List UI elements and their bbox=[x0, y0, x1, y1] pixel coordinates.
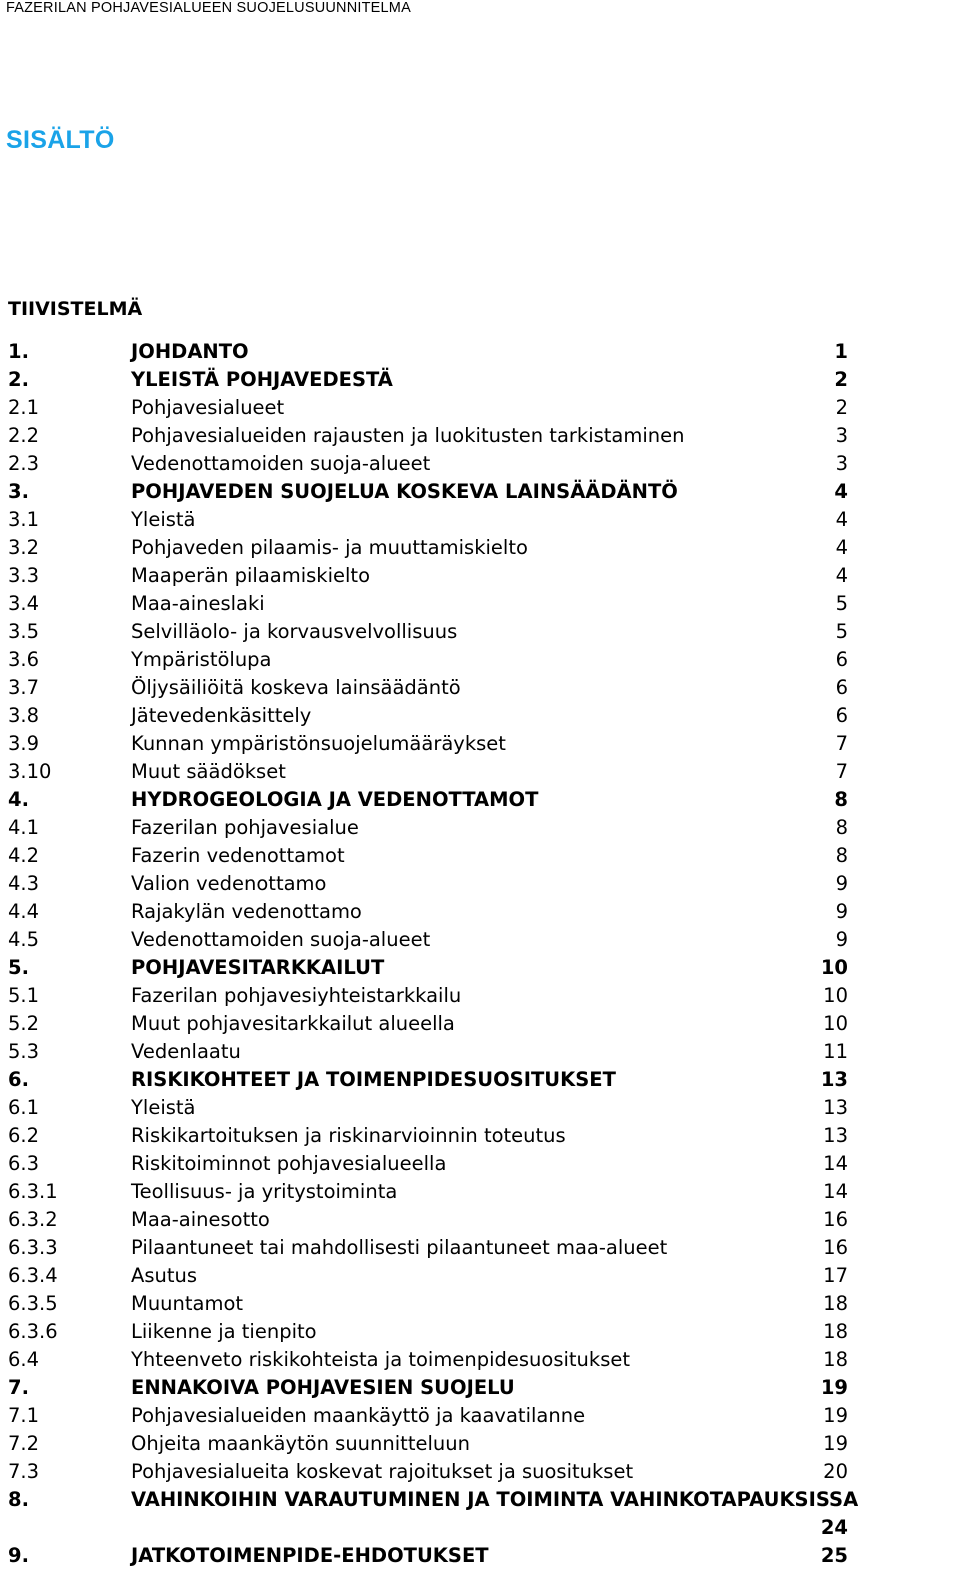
toc-entry-page: 10 bbox=[823, 1012, 848, 1035]
toc-entry-number: 6.3.6 bbox=[8, 1320, 58, 1343]
toc-entry-title[interactable]: Selvilläolo- ja korvausvelvollisuus bbox=[131, 620, 458, 643]
toc-entry-title[interactable]: Vedenottamoiden suoja-alueet bbox=[131, 928, 431, 951]
toc-entry-title[interactable]: Vedenlaatu bbox=[131, 1040, 241, 1063]
toc-entry-page: 25 bbox=[820, 1544, 848, 1567]
toc-entry[interactable] bbox=[0, 646, 960, 674]
toc-entry[interactable] bbox=[0, 590, 960, 618]
toc-entry-number: 9. bbox=[8, 1544, 29, 1567]
toc-entry-number: 4.1 bbox=[8, 816, 40, 839]
toc-entry[interactable] bbox=[0, 702, 960, 730]
toc-entry[interactable] bbox=[0, 394, 960, 422]
toc-entry-number: 6.2 bbox=[8, 1124, 40, 1147]
toc-entry-title[interactable]: Öljysäiliöitä koskeva lainsäädäntö bbox=[131, 676, 461, 699]
toc-entry-page: 8 bbox=[835, 816, 848, 839]
toc-entry[interactable] bbox=[0, 1262, 960, 1290]
toc-entry[interactable] bbox=[0, 534, 960, 562]
toc-entry[interactable] bbox=[0, 814, 960, 842]
toc-entry-page: 5 bbox=[835, 592, 848, 615]
toc-entry-title[interactable]: Yleistä bbox=[131, 1096, 196, 1119]
toc-entry-title[interactable]: Ympäristölupa bbox=[131, 648, 272, 671]
toc-entry-title[interactable]: RISKIKOHTEET JA TOIMENPIDESUOSITUKSET bbox=[131, 1068, 616, 1091]
running-header: FAZERILAN POHJAVESIALUEEN SUOJELUSUUNNITELMA bbox=[6, 0, 411, 16]
toc-entry-title[interactable]: Pohjavesialueita koskevat rajoitukset ja suositukset bbox=[131, 1460, 634, 1483]
toc-entry[interactable] bbox=[0, 1122, 960, 1150]
toc-entry[interactable] bbox=[0, 758, 960, 786]
toc-entry-page: 19 bbox=[823, 1432, 848, 1455]
toc-entry-title[interactable]: Muuntamot bbox=[131, 1292, 244, 1315]
toc-entry[interactable] bbox=[0, 1318, 960, 1346]
toc-entry-page: 19 bbox=[823, 1404, 848, 1427]
toc-entry-number: 4. bbox=[8, 788, 29, 811]
page-title: SISÄLTÖ bbox=[6, 126, 115, 154]
toc-entry-number: 7.3 bbox=[8, 1460, 40, 1483]
toc-entry-number: 2.1 bbox=[8, 396, 40, 419]
toc-entry-title[interactable]: POHJAVESITARKKAILUT bbox=[131, 956, 385, 979]
toc-entry-title[interactable]: Yleistä bbox=[131, 508, 196, 531]
toc-entry-number: 8. bbox=[8, 1488, 29, 1511]
toc-entry[interactable] bbox=[0, 1066, 960, 1094]
toc-entry-title[interactable]: Liikenne ja tienpito bbox=[131, 1320, 317, 1343]
toc-entry[interactable] bbox=[0, 618, 960, 646]
toc-entry-title[interactable]: Fazerilan pohjavesiyhteistarkkailu bbox=[131, 984, 462, 1007]
toc-entry-page: 7 bbox=[835, 760, 848, 783]
toc-entry[interactable] bbox=[0, 1094, 960, 1122]
toc-entry[interactable] bbox=[0, 1346, 960, 1374]
toc-entry-number: 4.4 bbox=[8, 900, 40, 923]
toc-entry[interactable] bbox=[0, 366, 960, 394]
toc-entry-title[interactable]: Muut pohjavesitarkkailut alueella bbox=[131, 1012, 455, 1035]
toc-entry-title[interactable]: Teollisuus- ja yritystoiminta bbox=[131, 1180, 398, 1203]
toc-entry-title[interactable]: Riskitoiminnot pohjavesialueella bbox=[131, 1152, 447, 1175]
toc-entry-number: 7. bbox=[8, 1376, 29, 1399]
toc-entry[interactable] bbox=[0, 1458, 960, 1486]
toc-entry-number: 2.3 bbox=[8, 452, 40, 475]
toc-entry-title[interactable]: Riskikartoituksen ja riskinarvioinnin toteutus bbox=[131, 1124, 566, 1147]
toc-entry-number: 4.2 bbox=[8, 844, 40, 867]
toc-entry-title[interactable]: Ohjeita maankäytön suunnitteluun bbox=[131, 1432, 470, 1455]
summary-heading[interactable]: TIIVISTELMÄ bbox=[8, 298, 143, 320]
toc-entry[interactable] bbox=[0, 954, 960, 982]
toc-entry-page: 4 bbox=[835, 508, 848, 531]
toc-entry-title[interactable]: Fazerin vedenottamot bbox=[131, 844, 345, 867]
toc-entry-page: 6 bbox=[835, 676, 848, 699]
toc-entry-page: 9 bbox=[835, 900, 848, 923]
toc-entry-number: 3. bbox=[8, 480, 29, 503]
toc-entry[interactable] bbox=[0, 842, 960, 870]
toc-entry[interactable] bbox=[0, 338, 960, 366]
toc-entry-page: 8 bbox=[834, 788, 848, 811]
toc-entry-page: 7 bbox=[835, 732, 848, 755]
toc-entry[interactable] bbox=[0, 422, 960, 450]
toc-entry-title[interactable]: VAHINKOIHIN VARAUTUMINEN JA TOIMINTA VAHINKOTAPAUKSISSA bbox=[131, 1488, 859, 1511]
toc-entry-page: 13 bbox=[823, 1096, 848, 1119]
toc-entry-title[interactable]: Maaperän pilaamiskielto bbox=[131, 564, 371, 587]
toc-entry-page: 3 bbox=[835, 452, 848, 475]
toc-entry-page: 9 bbox=[835, 928, 848, 951]
toc-entry[interactable] bbox=[0, 1150, 960, 1178]
toc-entry-title[interactable]: Maa-aineslaki bbox=[131, 592, 265, 615]
toc-entry-page: 16 bbox=[823, 1236, 848, 1259]
toc-entry-page: 6 bbox=[835, 704, 848, 727]
toc-entry-title[interactable]: POHJAVEDEN SUOJELUA KOSKEVA LAINSÄÄDÄNTÖ bbox=[131, 480, 678, 503]
toc-entry-number: 6.3.4 bbox=[8, 1264, 58, 1287]
toc-entry-page: 19 bbox=[820, 1376, 848, 1399]
toc-entry-title[interactable]: Kunnan ympäristönsuojelumääräykset bbox=[131, 732, 506, 755]
toc-entry-page: 20 bbox=[823, 1460, 848, 1483]
table-of-contents bbox=[0, 338, 960, 1570]
toc-entry-title[interactable]: Jätevedenkäsittely bbox=[131, 704, 312, 727]
toc-entry-page: 18 bbox=[823, 1348, 848, 1371]
toc-entry-page: 3 bbox=[835, 424, 848, 447]
toc-entry-title[interactable]: Pohjaveden pilaamis- ja muuttamiskielto bbox=[131, 536, 528, 559]
toc-entry-number: 5.3 bbox=[8, 1040, 40, 1063]
toc-entry-number: 3.7 bbox=[8, 676, 40, 699]
toc-entry-number: 2. bbox=[8, 368, 29, 391]
toc-entry-number: 1. bbox=[8, 340, 29, 363]
toc-entry-page: 1 bbox=[834, 340, 848, 363]
toc-entry[interactable] bbox=[0, 450, 960, 478]
toc-entry[interactable] bbox=[0, 1038, 960, 1066]
toc-entry-number: 6.3.2 bbox=[8, 1208, 58, 1231]
toc-entry-number: 6.1 bbox=[8, 1096, 40, 1119]
toc-entry-number: 6. bbox=[8, 1068, 29, 1091]
toc-entry-page: 18 bbox=[823, 1320, 848, 1343]
toc-entry-number: 3.9 bbox=[8, 732, 40, 755]
toc-entry[interactable] bbox=[0, 730, 960, 758]
toc-entry-page: 9 bbox=[835, 872, 848, 895]
toc-entry-page: 24 bbox=[820, 1516, 848, 1539]
toc-entry-number: 4.3 bbox=[8, 872, 40, 895]
toc-entry-number: 6.3.1 bbox=[8, 1180, 58, 1203]
toc-entry-page: 16 bbox=[823, 1208, 848, 1231]
toc-entry-title[interactable]: Muut säädökset bbox=[131, 760, 286, 783]
toc-entry[interactable] bbox=[0, 1234, 960, 1262]
toc-entry-page: 14 bbox=[823, 1180, 848, 1203]
toc-entry[interactable] bbox=[0, 1010, 960, 1038]
toc-entry-page: 10 bbox=[820, 956, 848, 979]
toc-entry-number: 3.1 bbox=[8, 508, 40, 531]
toc-entry[interactable] bbox=[0, 898, 960, 926]
toc-entry[interactable] bbox=[0, 870, 960, 898]
toc-entry-title[interactable]: Pilaantuneet tai mahdollisesti pilaantuneet maa-alueet bbox=[131, 1236, 668, 1259]
toc-entry[interactable] bbox=[0, 1430, 960, 1458]
toc-entry-page: 2 bbox=[834, 368, 848, 391]
toc-entry-title[interactable]: ENNAKOIVA POHJAVESIEN SUOJELU bbox=[131, 1376, 515, 1399]
toc-entry[interactable] bbox=[0, 926, 960, 954]
toc-entry[interactable] bbox=[0, 1542, 960, 1570]
toc-entry-title[interactable]: Pohjavesialueiden maankäyttö ja kaavatilanne bbox=[131, 1404, 586, 1427]
toc-entry-title[interactable]: Valion vedenottamo bbox=[131, 872, 327, 895]
toc-entry-page: 11 bbox=[823, 1040, 848, 1063]
toc-entry-title[interactable]: Maa-ainesotto bbox=[131, 1208, 270, 1231]
toc-entry-number: 3.5 bbox=[8, 620, 40, 643]
toc-entry[interactable] bbox=[0, 1486, 960, 1542]
toc-entry[interactable] bbox=[0, 506, 960, 534]
toc-entry-title[interactable]: Yhteenveto riskikohteista ja toimenpidesuositukset bbox=[131, 1348, 630, 1371]
toc-entry-page: 4 bbox=[834, 480, 848, 503]
toc-entry-number: 5. bbox=[8, 956, 29, 979]
toc-entry-number: 3.3 bbox=[8, 564, 40, 587]
toc-entry-number: 6.3.5 bbox=[8, 1292, 58, 1315]
toc-entry-page: 13 bbox=[820, 1068, 848, 1091]
toc-entry[interactable] bbox=[0, 982, 960, 1010]
toc-entry-number: 3.8 bbox=[8, 704, 40, 727]
toc-entry[interactable] bbox=[0, 562, 960, 590]
toc-entry-number: 6.4 bbox=[8, 1348, 40, 1371]
toc-entry[interactable] bbox=[0, 786, 960, 814]
toc-entry-page: 2 bbox=[835, 396, 848, 419]
toc-entry-number: 7.2 bbox=[8, 1432, 40, 1455]
toc-entry[interactable] bbox=[0, 1206, 960, 1234]
toc-entry-number: 6.3 bbox=[8, 1152, 40, 1175]
toc-entry-page: 8 bbox=[835, 844, 848, 867]
toc-entry[interactable] bbox=[0, 1402, 960, 1430]
toc-entry-title[interactable]: Pohjavesialueiden rajausten ja luokitusten tarkistaminen bbox=[131, 424, 685, 447]
toc-entry-number: 3.2 bbox=[8, 536, 40, 559]
toc-entry[interactable] bbox=[0, 1290, 960, 1318]
toc-entry-number: 6.3.3 bbox=[8, 1236, 58, 1259]
toc-entry-page: 14 bbox=[823, 1152, 848, 1175]
toc-entry-number: 3.4 bbox=[8, 592, 40, 615]
toc-entry-title[interactable]: YLEISTÄ POHJAVEDESTÄ bbox=[131, 368, 393, 391]
toc-entry-title[interactable]: Asutus bbox=[131, 1264, 198, 1287]
toc-entry-page: 6 bbox=[835, 648, 848, 671]
toc-entry-title[interactable]: JOHDANTO bbox=[131, 340, 249, 363]
toc-entry-page: 17 bbox=[823, 1264, 848, 1287]
toc-entry-page: 4 bbox=[835, 536, 848, 559]
toc-entry-page: 4 bbox=[835, 564, 848, 587]
toc-entry-number: 3.10 bbox=[8, 760, 52, 783]
toc-entry[interactable] bbox=[0, 674, 960, 702]
toc-entry-title[interactable]: Pohjavesialueet bbox=[131, 396, 285, 419]
toc-entry-title[interactable]: JATKOTOIMENPIDE-EHDOTUKSET bbox=[131, 1544, 489, 1567]
toc-entry-page: 13 bbox=[823, 1124, 848, 1147]
toc-entry-title[interactable]: Rajakylän vedenottamo bbox=[131, 900, 362, 923]
toc-entry-title[interactable]: HYDROGEOLOGIA JA VEDENOTTAMOT bbox=[131, 788, 539, 811]
toc-entry-number: 5.1 bbox=[8, 984, 40, 1007]
toc-entry-number: 5.2 bbox=[8, 1012, 40, 1035]
toc-entry-page: 10 bbox=[823, 984, 848, 1007]
toc-entry-number: 3.6 bbox=[8, 648, 40, 671]
toc-entry-title[interactable]: Fazerilan pohjavesialue bbox=[131, 816, 359, 839]
toc-entry-title[interactable]: Vedenottamoiden suoja-alueet bbox=[131, 452, 431, 475]
toc-entry-number: 4.5 bbox=[8, 928, 40, 951]
toc-entry-number: 7.1 bbox=[8, 1404, 40, 1427]
toc-entry-page: 18 bbox=[823, 1292, 848, 1315]
toc-entry[interactable] bbox=[0, 1374, 960, 1402]
toc-entry[interactable] bbox=[0, 1178, 960, 1206]
toc-entry[interactable] bbox=[0, 478, 960, 506]
toc-entry-number: 2.2 bbox=[8, 424, 40, 447]
toc-entry-page: 5 bbox=[835, 620, 848, 643]
